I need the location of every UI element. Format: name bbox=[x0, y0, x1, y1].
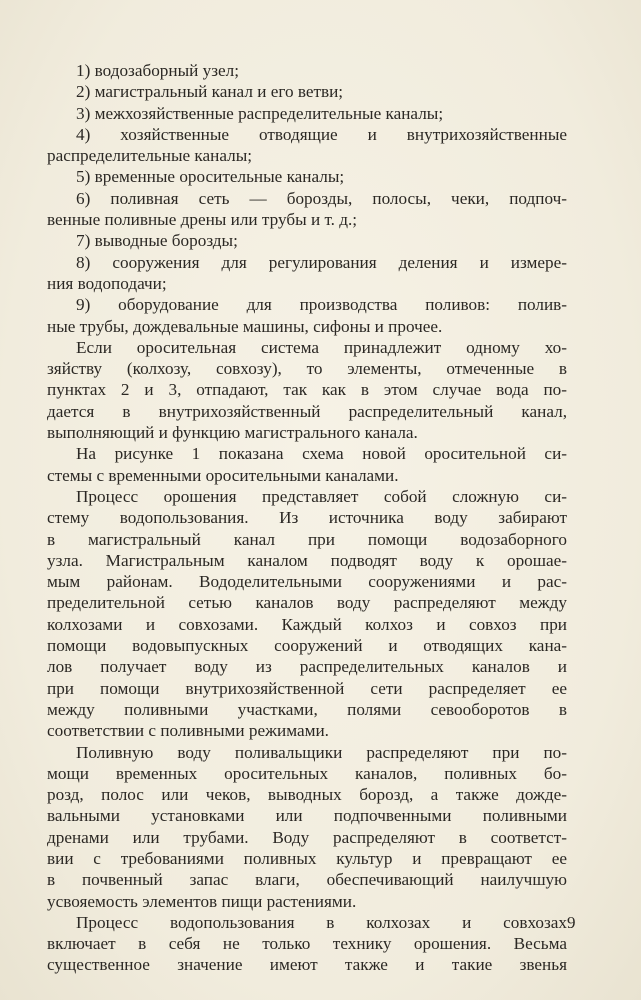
text-line: помощи водовыпускных сооружений и отводящих кана- bbox=[47, 636, 567, 656]
text-line: усвояемость элементов пищи растениями. bbox=[47, 891, 357, 911]
text-line: 7) выводные борозды; bbox=[76, 231, 238, 251]
text-line: Если оросительная система принадлежит одному хо- bbox=[76, 337, 567, 357]
text-line: существенное значение имеют также и такие звенья bbox=[47, 955, 567, 975]
text-line: Поливную воду поливальщики распределяют при по- bbox=[76, 742, 567, 762]
text-line: розд, полос или чеков, выводных борозд, а также дожде- bbox=[47, 785, 567, 805]
text-line: венные поливные дрены или трубы и т. д.; bbox=[47, 210, 358, 230]
text-line: выполняющий и функцию магистрального канала. bbox=[47, 423, 418, 443]
text-line: 5) временные оросительные каналы; bbox=[76, 167, 345, 187]
text-line: 9) оборудование для производства поливов: полив- bbox=[76, 295, 567, 315]
text-line: 6) поливная сеть — борозды, полосы, чеки, подпоч- bbox=[76, 188, 567, 208]
text-line: Процесс водопользования в колхозах и совхозах bbox=[76, 912, 567, 932]
text-line: ные трубы, дождевальные машины, сифоны и прочее. bbox=[47, 316, 443, 336]
text-line: лов получает воду из распределительных каналов и bbox=[47, 657, 567, 677]
text-line: включает в себя не только технику орошения. Весьма bbox=[47, 934, 567, 954]
text-line: 2) магистральный канал и его ветви; bbox=[76, 82, 344, 102]
text-line: дается в внутрихозяйственный распределительный канал, bbox=[47, 401, 567, 421]
text-line: стему водопользования. Из источника воду забирают bbox=[47, 508, 567, 528]
text-line: мощи временных оросительных каналов, поливных бо- bbox=[47, 763, 567, 783]
text-line: при помощи внутрихозяйственной сети распределяет ее bbox=[47, 678, 567, 698]
text-line: 3) межхозяйственные распределительные каналы; bbox=[76, 103, 444, 123]
text-line: узла. Магистральным каналом подводят воду к орошае- bbox=[47, 550, 567, 570]
text-line: вальными установками или подпочвенными поливными bbox=[47, 806, 567, 826]
text-line: пунктах 2 и 3, отпадают, так как в этом случае вода по- bbox=[47, 380, 567, 400]
text-line: в почвенный запас влаги, обеспечивающий наилучшую bbox=[47, 870, 567, 890]
text-line: 1) водозаборный узел; bbox=[76, 61, 240, 80]
text-line: 4) хозяйственные отводящие и внутрихозяйственные bbox=[76, 124, 567, 144]
text-line: Процесс орошения представляет собой сложную си- bbox=[76, 486, 567, 506]
text-line: стемы с временными оросительными каналами. bbox=[47, 465, 399, 485]
text-line: На рисунке 1 показана схема новой оросительной си- bbox=[76, 444, 567, 464]
text-line: в магистральный канал при помощи водозаборного bbox=[47, 529, 567, 549]
text-line: 8) сооружения для регулирования деления и измере- bbox=[76, 252, 567, 272]
text-line: распределительные каналы; bbox=[47, 146, 253, 166]
text-line: зяйству (колхозу, совхозу), то элементы, отмеченные в bbox=[47, 359, 567, 379]
page-number: 9 bbox=[567, 913, 576, 932]
text-line: между поливными участками, полями севооборотов в bbox=[47, 699, 567, 719]
text-line: мым районам. Вододелительными сооружениями и рас- bbox=[47, 572, 567, 592]
text-line: ния водоподачи; bbox=[47, 273, 167, 293]
text-line: колхозами и совхозами. Каждый колхоз и совхоз при bbox=[47, 614, 567, 634]
body-text bbox=[47, 60, 567, 976]
text-line: соответствии с поливными режимами. bbox=[47, 721, 329, 741]
text-line: пределительной сетью каналов воду распределяют между bbox=[47, 593, 567, 613]
text-line: вии с требованиями поливных культур и превращают ее bbox=[47, 848, 567, 868]
text-line: дренами или трубами. Воду распределяют в соответст- bbox=[47, 827, 567, 847]
